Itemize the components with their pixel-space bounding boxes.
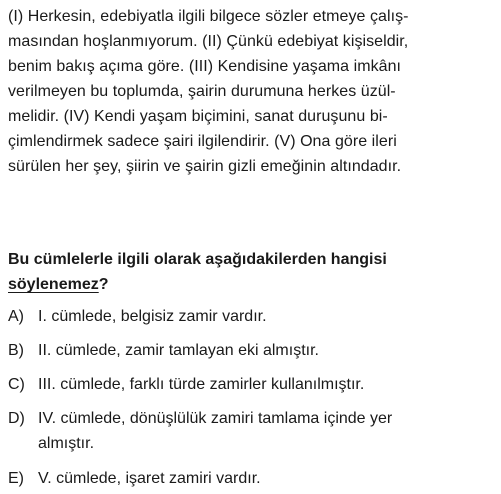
question-keyword: söylenemez	[8, 276, 99, 293]
option-letter: C)	[8, 376, 25, 393]
passage-line: çimlendirmek sadece şairi ilgilendirir. (V) Ona göre ileri	[8, 133, 397, 150]
option-text-line: IV. cümlede, dönüşlülük zamiri tamlama içinde yer	[38, 410, 393, 427]
passage	[8, 4, 496, 179]
question-line	[8, 272, 496, 297]
question-mark: ?	[98, 276, 109, 293]
option-text	[38, 406, 496, 456]
option-letter: D)	[8, 410, 25, 427]
option-letter: A)	[8, 308, 24, 325]
option-text-line: I. cümlede, belgisiz zamir vardır.	[38, 308, 267, 325]
question-line: Bu cümlelerle ilgili olarak aşağıdakilerden hangisi	[8, 251, 387, 268]
passage-line: masından hoşlanmıyorum. (II) Çünkü edebiyat kişiseldir,	[8, 33, 409, 50]
option-text	[38, 304, 496, 329]
option-letter: B)	[8, 342, 24, 359]
passage-line: verilmeyen bu toplumda, şairin durumuna herkes üzül-	[8, 83, 396, 100]
passage-line: sürülen her şey, şiirin ve şairin gizli emeğinin altındadır.	[8, 158, 402, 175]
option-text-line: V. cümlede, işaret zamiri vardır.	[38, 470, 261, 487]
question-stem	[8, 247, 496, 297]
passage-line: benim bakış açıma göre. (III) Kendisine yaşama imkânı	[8, 58, 402, 75]
option-text-line: almıştır.	[38, 435, 95, 452]
option-letter: E)	[8, 470, 24, 487]
option-text	[38, 466, 496, 491]
option-text-line: II. cümlede, zamir tamlayan eki almıştır.	[38, 342, 319, 359]
option-text-line: III. cümlede, farklı türde zamirler kullanılmıştır.	[38, 376, 365, 393]
option-text	[38, 338, 496, 363]
passage-line: (I) Herkesin, edebiyatla ilgili bilgece sözler etmeye çalış-	[8, 8, 409, 25]
passage-line: melidir. (IV) Kendi yaşam biçimini, sanat duruşunu bi-	[8, 108, 388, 125]
option-text	[38, 372, 496, 397]
